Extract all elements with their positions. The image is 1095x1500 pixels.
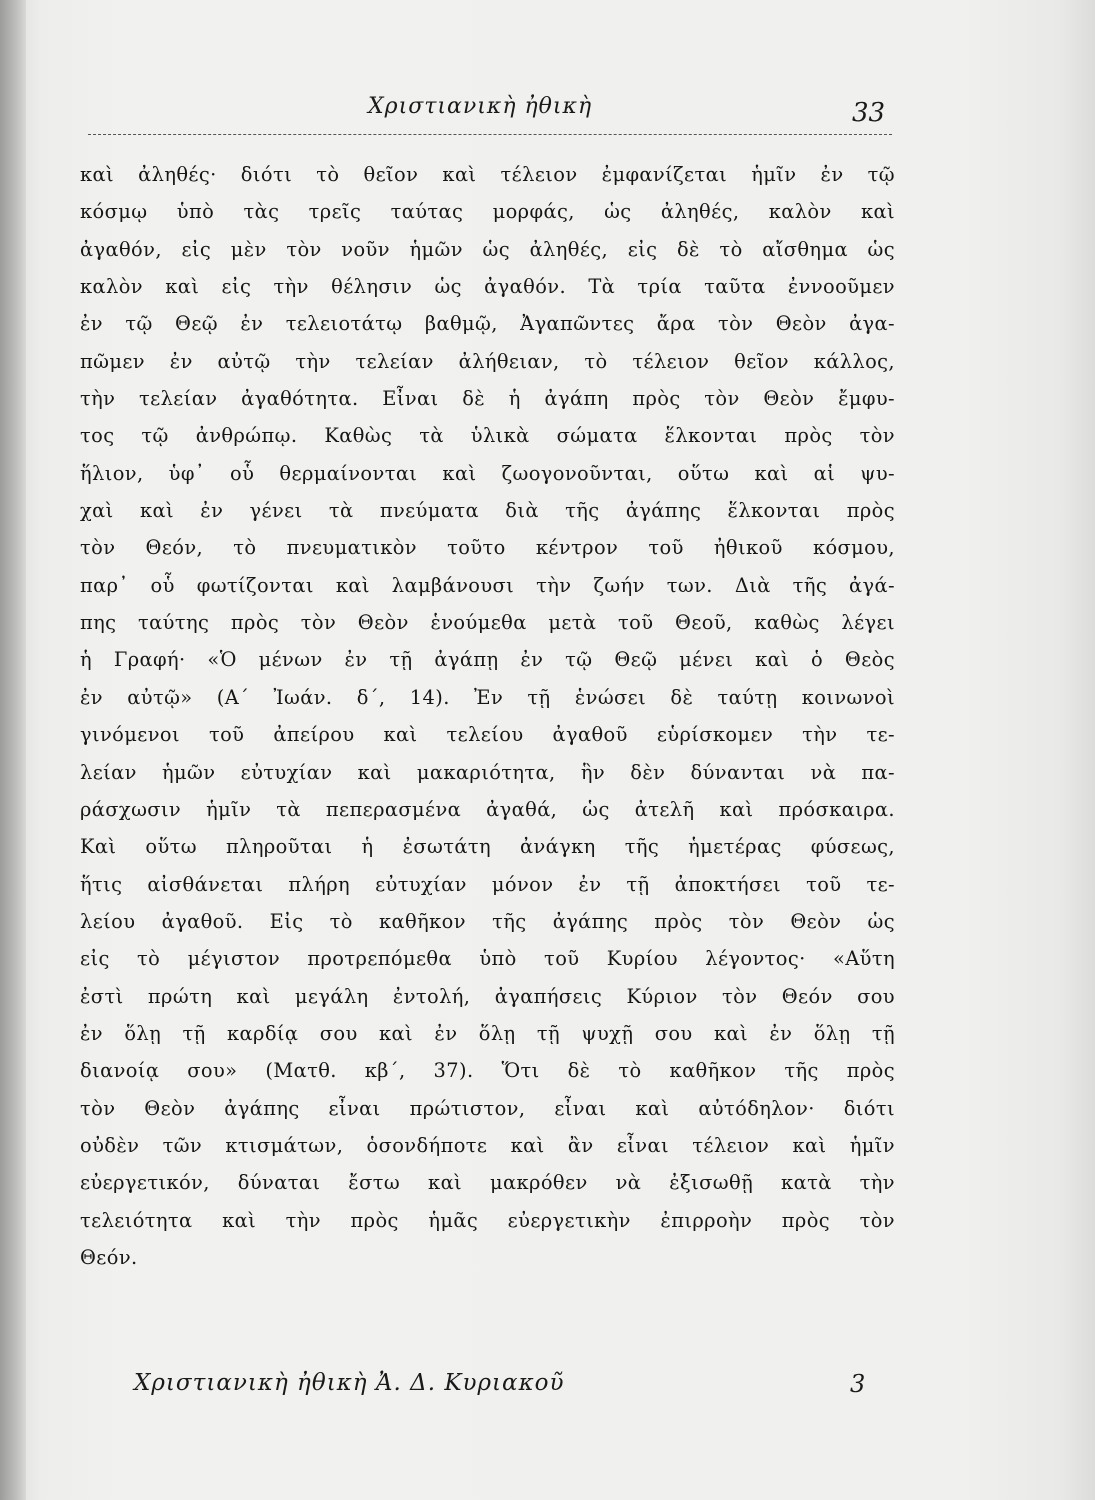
text-line: εὐεργετικόν, δύναται ἔστω καὶ μακρόθεν νὰ ἐξισωθῇ κατὰ τὴν [80,1171,895,1195]
text-line: κόσμῳ ὑπὸ τὰς τρεῖς ταύτας μορφάς, ὡς ἀληθές, καλὸν καὶ [80,200,895,224]
text-line: τος τῷ ἀνθρώπῳ. Καθὼς τὰ ὑλικὰ σώματα ἕλκονται πρὸς τὸν [80,424,895,448]
text-line: ἀγαθόν, εἰς μὲν τὸν νοῦν ἡμῶν ὡς ἀληθές, εἰς δὲ τὸ αἴσθημα ὡς [80,237,895,261]
text-line: ἐστὶ πρώτη καὶ μεγάλη ἐντολή, ἀγαπήσεις Κύριον τὸν Θεόν σου [80,984,895,1008]
text-line: ἐν αὐτῷ» (Α΄ Ἰωάν. δ΄, 14). Ἐν τῇ ἑνώσει δὲ ταύτῃ κοινωνοὶ [80,685,895,709]
footer-sheet-number: 3 [850,1370,866,1398]
text-line: πῶμεν ἐν αὐτῷ τὴν τελείαν ἀλήθειαν, τὸ τέλειον θεῖον κάλλος, [80,349,895,373]
text-line: τὸν Θεόν, τὸ πνευματικὸν τοῦτο κέντρον τοῦ ἠθικοῦ κόσμου, [80,536,895,560]
text-line: διανοίᾳ σου» (Ματθ. κβ΄, 37). Ὅτι δὲ τὸ καθῆκον τῆς πρὸς [80,1059,895,1083]
text-line: Θεόν. [80,1245,138,1269]
text-line: τελειότητα καὶ τὴν πρὸς ἡμᾶς εὐεργετικὴν ἐπιρροὴν πρὸς τὸν [80,1208,895,1232]
page-number: 33 [852,98,886,128]
text-line: λείου ἀγαθοῦ. Εἰς τὸ καθῆκον τῆς ἀγάπης πρὸς τὸν Θεὸν ὡς [80,909,895,933]
text-line: ἥλιον, ὑφ᾽ οὗ θερμαίνονται καὶ ζωογονοῦνται, οὕτω καὶ αἱ ψυ- [80,461,895,485]
text-line: τὸν Θεὸν ἀγάπης εἶναι πρώτιστον, εἶναι καὶ αὐτόδηλον· διότι [80,1096,895,1120]
text-line: γινόμενοι τοῦ ἀπείρου καὶ τελείου ἀγαθοῦ εὑρίσκομεν τὴν τε- [80,723,895,747]
text-line: καλὸν καὶ εἰς τὴν θέλησιν ὡς ἀγαθόν. Τὰ τρία ταῦτα ἐννοοῦμεν [80,275,895,299]
text-line: καὶ ἀληθές· διότι τὸ θεῖον καὶ τέλειον ἐμφανίζεται ἡμῖν ἐν τῷ [80,163,895,186]
running-title: Χριστιανικὴ ἠθικὴ [368,94,593,119]
text-line: ἥτις αἰσθάνεται πλήρη εὐτυχίαν μόνον ἐν τῇ ἀποκτήσει τοῦ τε- [80,872,895,896]
text-line: ἡ Γραφή· «Ὁ μένων ἐν τῇ ἀγάπῃ ἐν τῷ Θεῷ μένει καὶ ὁ Θεὸς [80,648,895,672]
text-line: οὐδὲν τῶν κτισμάτων, ὁσονδήποτε καὶ ἂν εἶναι τέλειον καὶ ἡμῖν [80,1133,895,1157]
text-line: λείαν ἡμῶν εὐτυχίαν καὶ μακαριότητα, ἣν δὲν δύνανται νὰ πα- [80,760,895,784]
body-text [80,156,895,1276]
text-line: τὴν τελείαν ἀγαθότητα. Εἶναι δὲ ἡ ἀγάπη πρὸς τὸν Θεὸν ἔμφυ- [80,387,895,411]
text-line: παρ᾽ οὗ φωτίζονται καὶ λαμβάνουσι τὴν ζωήν των. Διὰ τῆς ἀγά- [80,573,895,597]
header-divider [88,134,892,135]
footer-signature: Χριστιανικὴ ἠθικὴ Ἀ. Δ. Κυριακοῦ [134,1370,565,1396]
text-line: πης ταύτης πρὸς τὸν Θεὸν ἑνούμεθα μετὰ τοῦ Θεοῦ, καθὼς λέγει [80,611,895,635]
text-line: χαὶ καὶ ἐν γένει τὰ πνεύματα διὰ τῆς ἀγάπης ἕλκονται πρὸς [80,499,895,523]
text-line: ράσχωσιν ἡμῖν τὰ πεπερασμένα ἀγαθά, ὡς ἀτελῆ καὶ πρόσκαιρα. [80,797,895,821]
text-line: ἐν τῷ Θεῷ ἐν τελειοτάτῳ βαθμῷ, Ἀγαπῶντες ἄρα τὸν Θεὸν ἀγα- [80,312,895,336]
text-line: εἰς τὸ μέγιστον προτρεπόμεθα ὑπὸ τοῦ Κυρίου λέγοντος· «Αὕτη [80,947,895,971]
text-line: ἐν ὅλῃ τῇ καρδίᾳ σου καὶ ἐν ὅλῃ τῇ ψυχῇ σου καὶ ἐν ὅλῃ τῇ [80,1021,895,1045]
book-spine-shadow [0,0,26,1500]
text-line: Καὶ οὕτω πληροῦται ἡ ἐσωτάτη ἀνάγκη τῆς ἡμετέρας φύσεως, [80,835,895,859]
